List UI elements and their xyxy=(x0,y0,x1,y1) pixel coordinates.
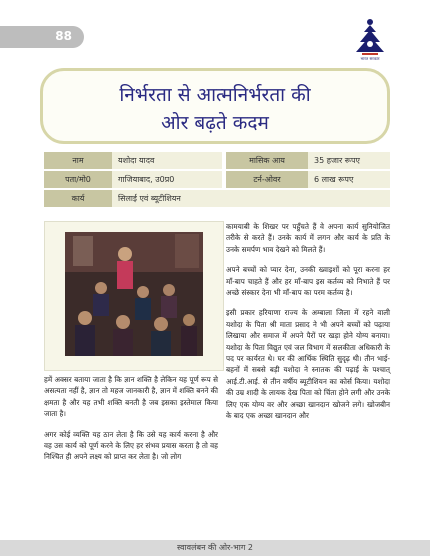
classroom-photo xyxy=(65,232,203,356)
turnover-value: 6 लाख रूपए xyxy=(308,171,390,188)
page-title xyxy=(43,81,387,137)
address-value: गाजियाबाद, उ0प्र0 xyxy=(112,171,222,188)
info-row-work xyxy=(44,190,390,207)
work-value: सिलाई एवं ब्यूटीशियन xyxy=(112,190,390,207)
left-paragraph-2: अगर कोई व्यक्ति यह ठान लेता है कि उसे यह कार्य करना है और वह उस कार्य को पूर्ण करने के लिए हर संभव प्रयास करता है तो वह निश्चित ही अपने लक्ष्य को प्राप्त कर लेता है। जो लोग xyxy=(44,429,218,462)
right-paragraph-2: अपने बच्चों को प्यार देना, उनकी ख्वाइशों को पूरा करना हर माँ-बाप चाहते हैं और हर माँ-बाप इस कर्तव्य को निभाते हैं पर अच्छे संस्कार देना भी माँ-बाप का परम कर्तव्य है। xyxy=(226,265,390,298)
profile-info-table xyxy=(44,150,390,209)
title-box xyxy=(40,68,390,144)
page-number: 88 xyxy=(55,29,72,43)
right-paragraph-1: कामयाबी के शिखर पर पहुँचते हैं वे अपना कार्य सुनियोजित तरीके से करते हैं। उनके कार्य में लगन और कार्य के प्रति के उनके समर्पण भाव देखने को मिलते हैं। xyxy=(226,222,390,254)
title-line-1: निर्भरता से आत्मनिर्भरता की xyxy=(119,84,311,106)
photo-frame xyxy=(44,221,224,371)
article-left-column xyxy=(44,374,218,472)
article-right-column xyxy=(226,221,390,431)
income-label: मासिक आय xyxy=(226,152,308,169)
left-paragraph-1: हमें अक्सर बताया जाता है कि ज्ञान शक्ति है लेकिन यह पूर्ण रूप से असत्यता नहीं है, ज्ञान तो महज जानकारी है, ज्ञान में शक्ति बनने की क्षमता है और यह तभी शक्ति बनती है जब इसका इस्तेमाल किया जाता है। xyxy=(44,375,218,419)
footer xyxy=(0,532,430,556)
page-number-tab xyxy=(0,26,84,48)
address-label: पता/मो0 xyxy=(44,171,112,188)
name-label: नाम xyxy=(44,152,112,169)
income-value: 35 हजार रूपए xyxy=(308,152,390,169)
footer-text: स्वावलंबन की ओर-भाग 2 xyxy=(177,543,253,552)
turnover-label: टर्न-ओवर xyxy=(226,171,308,188)
right-paragraph-3: इसी प्रकार हरियाणा राज्य के अम्बाला जिला में रहने वाली यशोदा के पिता श्री माता प्रसाद ने भी अपने बच्चों को पढ़ाया लिखाया और समाज में अपने पैरों पर खड़ा होने योग्य बनाया। यशोदा के पिता विद्युत एवं जल विभाग में सलकीता अधिकारी के पद पर कार्यरत थे। घर की आर्थिक स्थिति सुदृढ़ थी। तीन भाई-बहनों में सबसे बड़ी यशोदा ने स्नातक की पढ़ाई के पश्चात् आई.टी.आई. से तीन वर्षीय ब्यूटीशियन का कोर्स किया। यशोदा की उम्र शादी के लायक देख पिता को चिंता होने लगी और उनके लिए एक योग्य वर और अच्छा खानदान खोजने लगे। खोजबीन के बाद एक अच्छा खानदान और xyxy=(226,308,390,421)
info-row-address xyxy=(44,171,390,188)
info-row-name xyxy=(44,152,390,169)
work-label: कार्य xyxy=(44,190,112,207)
logo-caption: भारत सरकार xyxy=(360,56,380,61)
title-line-2: ओर बढ़ते कदम xyxy=(161,112,269,134)
name-value: यशोदा यादव xyxy=(112,152,222,169)
